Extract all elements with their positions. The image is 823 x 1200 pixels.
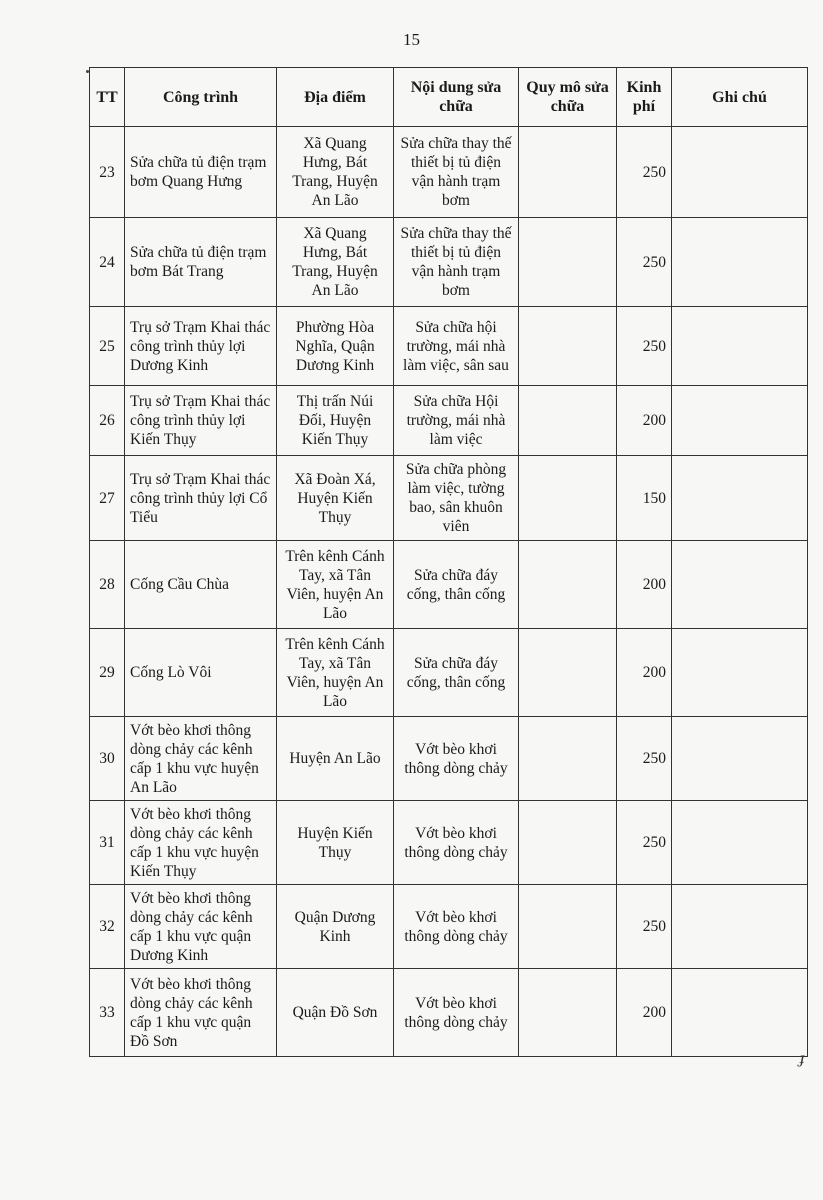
cell-location: Huyện Kiến Thụy [277, 801, 394, 885]
cell-cost: 250 [617, 307, 672, 386]
cell-content: Sửa chữa thay thế thiết bị tủ điện vận hành trạm bơm [394, 218, 519, 307]
cell-tt: 29 [90, 629, 125, 717]
cell-name: Vớt bèo khơi thông dòng chảy các kênh cấp 1 khu vực huyện An Lão [125, 717, 277, 801]
cell-name: Cống Lò Vôi [125, 629, 277, 717]
cell-cost: 250 [617, 717, 672, 801]
header-cost: Kinh phí [617, 68, 672, 127]
cell-location: Trên kênh Cánh Tay, xã Tân Viên, huyện An Lão [277, 629, 394, 717]
cell-note [672, 456, 808, 541]
cell-tt: 28 [90, 541, 125, 629]
cell-content: Vớt bèo khơi thông dòng chảy [394, 969, 519, 1057]
cell-cost: 200 [617, 386, 672, 456]
margin-initial-mark: ɟ [800, 1050, 805, 1067]
cell-note [672, 885, 808, 969]
cell-location: Quận Đồ Sơn [277, 969, 394, 1057]
cell-scale [519, 307, 617, 386]
table-row [90, 307, 808, 386]
cell-note [672, 218, 808, 307]
cell-tt: 23 [90, 127, 125, 218]
cell-note [672, 801, 808, 885]
header-tt: TT [90, 68, 125, 127]
cell-location: Xã Quang Hưng, Bát Trang, Huyện An Lão [277, 218, 394, 307]
cell-tt: 33 [90, 969, 125, 1057]
cell-cost: 250 [617, 127, 672, 218]
cell-name: Trụ sở Trạm Khai thác công trình thủy lợi Cổ Tiểu [125, 456, 277, 541]
cell-cost: 150 [617, 456, 672, 541]
cell-scale [519, 456, 617, 541]
cell-name: Cống Cầu Chùa [125, 541, 277, 629]
cell-name: Sửa chữa tủ điện trạm bơm Bát Trang [125, 218, 277, 307]
table-row [90, 386, 808, 456]
cell-name: Vớt bèo khơi thông dòng chảy các kênh cấp 1 khu vực quận Dương Kinh [125, 885, 277, 969]
cell-location: Xã Đoàn Xá, Huyện Kiến Thụy [277, 456, 394, 541]
table-row [90, 541, 808, 629]
cell-content: Sửa chữa hội trường, mái nhà làm việc, sân sau [394, 307, 519, 386]
cell-name: Vớt bèo khơi thông dòng chảy các kênh cấp 1 khu vực huyện Kiến Thụy [125, 801, 277, 885]
cell-name: Trụ sở Trạm Khai thác công trình thủy lợi Dương Kinh [125, 307, 277, 386]
cell-content: Vớt bèo khơi thông dòng chảy [394, 801, 519, 885]
cell-note [672, 307, 808, 386]
cell-name: Trụ sở Trạm Khai thác công trình thủy lợi Kiến Thụy [125, 386, 277, 456]
cell-note [672, 717, 808, 801]
cell-tt: 26 [90, 386, 125, 456]
table-row [90, 218, 808, 307]
cell-content: Sửa chữa phòng làm việc, tường bao, sân khuôn viên [394, 456, 519, 541]
cell-scale [519, 127, 617, 218]
repair-works-table [89, 67, 808, 1057]
table-row [90, 717, 808, 801]
table-row [90, 801, 808, 885]
cell-tt: 25 [90, 307, 125, 386]
cell-location: Phường Hòa Nghĩa, Quận Dương Kinh [277, 307, 394, 386]
cell-location: Thị trấn Núi Đối, Huyện Kiến Thụy [277, 386, 394, 456]
table-row [90, 885, 808, 969]
cell-scale [519, 969, 617, 1057]
cell-scale [519, 801, 617, 885]
cell-tt: 24 [90, 218, 125, 307]
cell-cost: 200 [617, 541, 672, 629]
cell-cost: 250 [617, 801, 672, 885]
cell-location: Huyện An Lão [277, 717, 394, 801]
cell-name: Sửa chữa tủ điện trạm bơm Quang Hưng [125, 127, 277, 218]
page-number: 15 [403, 30, 420, 49]
cell-note [672, 629, 808, 717]
cell-scale [519, 541, 617, 629]
cell-scale [519, 629, 617, 717]
header-location: Địa điểm [277, 68, 394, 127]
cell-name: Vớt bèo khơi thông dòng chảy các kênh cấp 1 khu vực quận Đồ Sơn [125, 969, 277, 1057]
cell-content: Sửa chữa đáy cống, thân cống [394, 629, 519, 717]
table-header-row [90, 68, 808, 127]
header-name: Công trình [125, 68, 277, 127]
cell-content: Sửa chữa Hội trường, mái nhà làm việc [394, 386, 519, 456]
header-scale: Quy mô sửa chữa [519, 68, 617, 127]
table-row [90, 456, 808, 541]
cell-cost: 200 [617, 629, 672, 717]
cell-tt: 27 [90, 456, 125, 541]
cell-content: Sửa chữa thay thế thiết bị tủ điện vận hành trạm bơm [394, 127, 519, 218]
cell-cost: 250 [617, 885, 672, 969]
cell-content: Vớt bèo khơi thông dòng chảy [394, 717, 519, 801]
cell-tt: 30 [90, 717, 125, 801]
cell-content: Vớt bèo khơi thông dòng chảy [394, 885, 519, 969]
cell-location: Quận Dương Kinh [277, 885, 394, 969]
cell-scale [519, 386, 617, 456]
cell-scale [519, 717, 617, 801]
cell-note [672, 541, 808, 629]
cell-cost: 200 [617, 969, 672, 1057]
cell-tt: 32 [90, 885, 125, 969]
cell-note [672, 127, 808, 218]
cell-scale [519, 885, 617, 969]
cell-note [672, 969, 808, 1057]
cell-location: Xã Quang Hưng, Bát Trang, Huyện An Lão [277, 127, 394, 218]
cell-cost: 250 [617, 218, 672, 307]
table-row [90, 629, 808, 717]
cell-tt: 31 [90, 801, 125, 885]
cell-content: Sửa chữa đáy cống, thân cống [394, 541, 519, 629]
header-content: Nội dung sửa chữa [394, 68, 519, 127]
cell-note [672, 386, 808, 456]
table-row [90, 127, 808, 218]
cell-scale [519, 218, 617, 307]
header-note: Ghi chú [672, 68, 808, 127]
cell-location: Trên kênh Cánh Tay, xã Tân Viên, huyện An Lão [277, 541, 394, 629]
table-row [90, 969, 808, 1057]
